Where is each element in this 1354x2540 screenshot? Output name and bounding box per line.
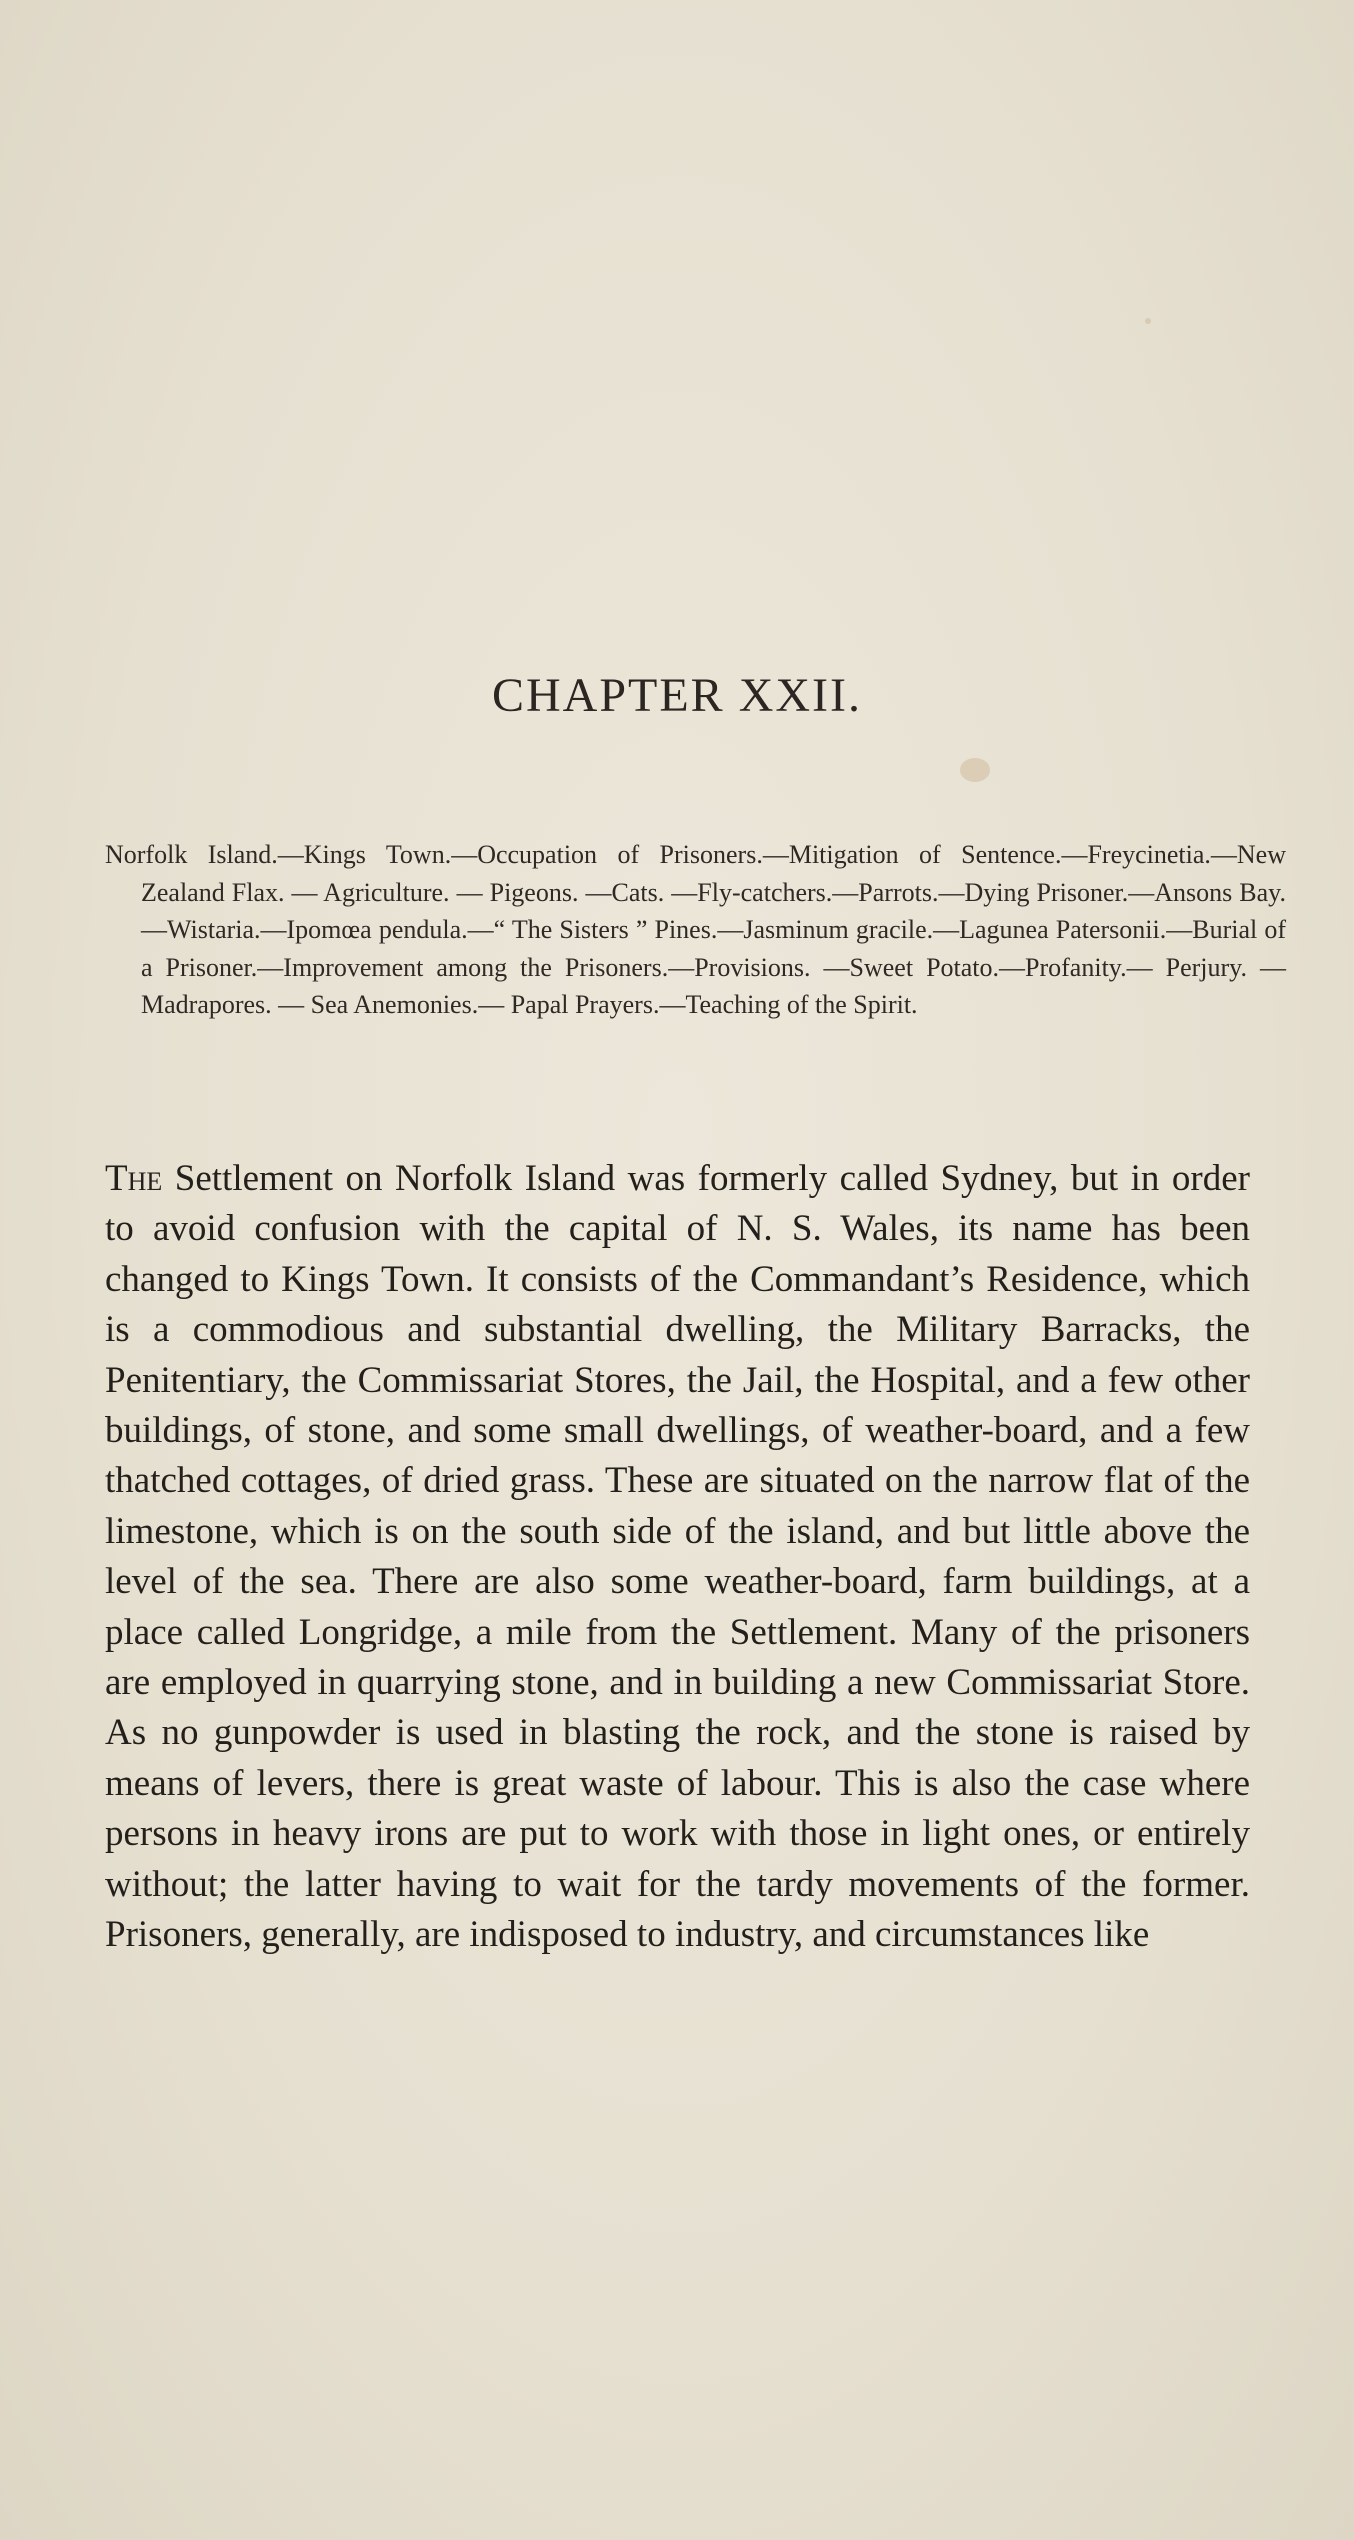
paragraph-text: Settlement on Norfolk Island was formerly called Sydney, but in order to avoid confusion with the capital of N. S. Wales, its name has been changed to Kings Town. It consists of the Commandant’s Residence, which is a commodious and substantial dwelling, the Military Barracks, the Penitentiary, the Commissariat Stores, the Jail, the Hospital, and a few other buildings, of stone, and some small dwellings, of weather-board, and a few thatched cottages, of dried grass. These are situated on the narrow flat of the limestone, which is on the south side of the island, and but little above the level of the sea. There are also some weather-board, farm buildings, at a place called Longridge, a mile from the Settlement. Many of the prisoners are employed in quarrying stone, and in building a new Commissariat Store. As no gunpowder is used in blasting the rock, and the stone is raised by means of levers, there is great waste of labour. This is also the case where persons in heavy irons are put to work with those in light ones, or entirely without; the latter having to wait for the tardy movements of the former. Prisoners, generally, are indisposed to industry, and circumstances like: [105, 1158, 1250, 1956]
opening-word: The: [105, 1158, 163, 1199]
chapter-title: CHAPTER XXII.: [492, 669, 862, 722]
body-paragraph: [105, 1154, 1250, 1961]
chapter-synopsis: Norfolk Island.—Kings Town.—Occupation of Prisoners.—Mitigation of Sentence.—Freycinetia.—New Zealand Flax. — Agriculture. — Pigeons. —Cats. —Fly-catchers.—Parrots.—Dying Prisoner.—Ansons Bay.—Wistaria.—Ipomœa pendula.—“ The Sisters ” Pines.—Jasminum gracile.—Lagunea Patersonii.—Burial of a Prisoner.—Improvement among the Prisoners.—Provisions. —Sweet Potato.—Profanity.— Perjury. — Madrapores. — Sea Anemonies.— Papal Prayers.—Teaching of the Spirit.: [105, 840, 1286, 1019]
paper-speck: [1145, 318, 1151, 324]
paper-stain: [960, 758, 990, 782]
